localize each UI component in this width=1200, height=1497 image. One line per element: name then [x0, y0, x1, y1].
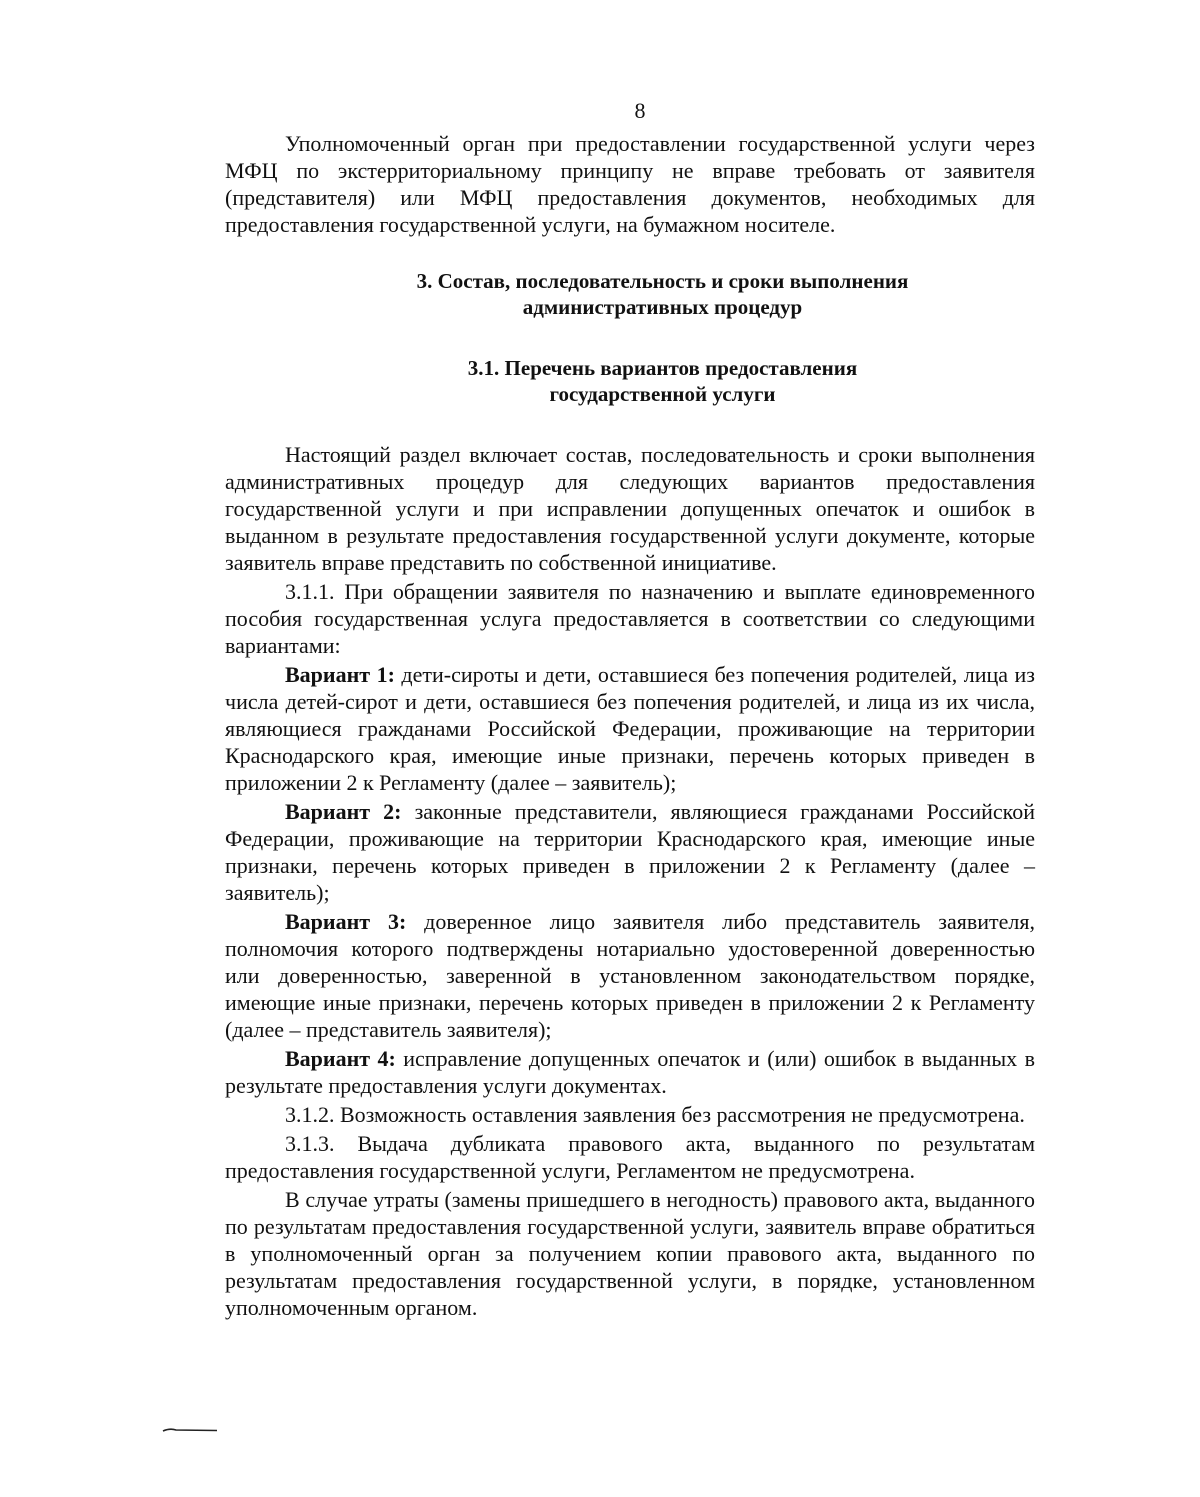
intro-paragraph: Уполномоченный орган при предоставлении государственной услуги через МФЦ по экстерриториальному принципу не вправе требовать от заявителя (представителя) или МФЦ предоставления документов, необходимых для предоставления государственной услуги, на бумажном носителе. — [225, 131, 1035, 237]
variant-4-text: исправление допущенных опечаток и (или) ошибок в выданных в результате предоставления услуги документах. — [225, 1046, 1035, 1098]
variant-1 — [225, 661, 1035, 796]
variant-4 — [225, 1045, 1035, 1099]
variant-3-label: Вариант 3: — [285, 909, 407, 934]
subsection-heading-line-1: 3.1. Перечень вариантов предоставления — [467, 356, 858, 380]
loss-of-act-paragraph: В случае утраты (замены пришедшего в негодность) правового акта, выданного по результатам предоставления государственной услуги, заявитель вправе обратиться в уполномоченный орган за получением копии правового акта, выданного по результатам предоставления государственной услуги, в порядке, установленном уполномоченным органом. — [225, 1187, 1035, 1320]
variant-4-label: Вариант 4: — [285, 1046, 396, 1071]
subsection-heading — [225, 355, 1035, 407]
pen-stroke-mark — [162, 1428, 218, 1432]
section-intro-paragraph: Настоящий раздел включает состав, последовательность и сроки выполнения административных процедур для следующих вариантов предоставления государственной услуги и при исправлении допущенных опечаток и ошибок в выданном в результате предоставления государственной услуги документе, которые заявитель вправе представить по собственной инициативе. — [225, 442, 1035, 575]
variant-2 — [225, 798, 1035, 906]
clause-3-1-2: 3.1.2. Возможность оставления заявления без рассмотрения не предусмотрена. — [285, 1102, 1025, 1127]
clause-3-1-1: 3.1.1. При обращении заявителя по назначению и выплате единовременного пособия государственная услуга предоставляется в соответствии со следующими вариантами: — [225, 579, 1035, 658]
variant-1-label: Вариант 1: — [285, 662, 395, 687]
clause-3-1-3: 3.1.3. Выдача дубликата правового акта, выданного по результатам предоставления государственной услуги, Регламентом не предусмотрена. — [225, 1131, 1035, 1183]
variant-3-text: доверенное лицо заявителя либо представитель заявителя, полномочия которого подтверждены нотариально удостоверенной доверенностью или доверенностью, заверенной в установленном законодательством порядке, имеющие иные признаки, перечень которых приведен в приложении 2 к Регламенту (далее – представитель заявителя); — [225, 909, 1035, 1042]
subsection-heading-line-2: государственной услуги — [549, 382, 776, 406]
page-number: 8 — [634, 98, 646, 123]
variant-1-text: дети-сироты и дети, оставшиеся без попечения родителей, лица из числа детей-сирот и дети, оставшиеся без попечения родителей, и лица из их числа, являющиеся гражданами Российской Федерации, проживающие на территории Краснодарского края, имеющие иные признаки, перечень которых приведен в приложении 2 к Регламенту (далее – заявитель); — [225, 662, 1035, 795]
variant-2-label: Вариант 2: — [285, 799, 402, 824]
section-heading-line-1: 3. Состав, последовательность и сроки выполнения — [416, 269, 909, 293]
section-heading — [225, 268, 1035, 320]
page-content — [225, 130, 1035, 1321]
variant-3 — [225, 908, 1035, 1043]
variant-2-text: законные представители, являющиеся гражданами Российской Федерации, проживающие на территории Краснодарского края, имеющие иные признаки, перечень которых приведен в приложении 2 к Регламенту (далее – заявитель); — [225, 799, 1035, 905]
section-heading-line-2: административных процедур — [522, 295, 803, 319]
